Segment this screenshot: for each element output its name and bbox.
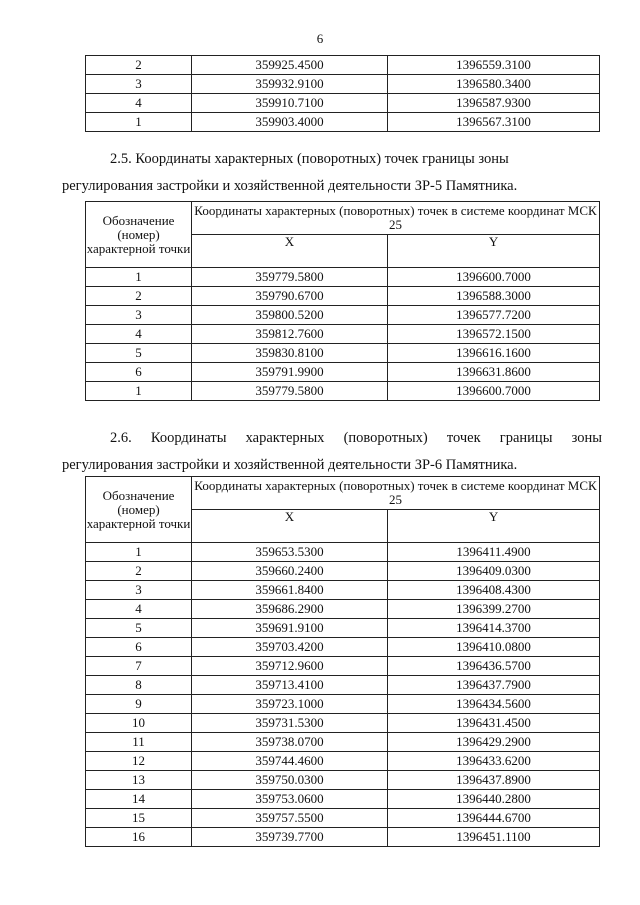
point-number: 12 — [86, 752, 192, 771]
coordinate-y: 1396409.0300 — [388, 562, 600, 581]
table-row — [86, 695, 600, 714]
coordinate-y: 1396451.1100 — [388, 828, 600, 847]
coordinate-y: 1396600.7000 — [388, 268, 600, 287]
coordinates-table-zr6 — [85, 476, 600, 847]
point-number: 6 — [86, 363, 192, 382]
coordinate-x: 359790.6700 — [192, 287, 388, 306]
header-x: X — [192, 235, 388, 268]
point-number: 1 — [86, 113, 192, 132]
point-number: 3 — [86, 306, 192, 325]
table-row — [86, 676, 600, 695]
header-coordinates: Координаты характерных (поворотных) точек в системе координат МСК 25 — [192, 477, 600, 510]
point-number: 1 — [86, 268, 192, 287]
coordinate-x: 359830.8100 — [192, 344, 388, 363]
coordinates-table-continued — [85, 55, 600, 132]
coordinate-y: 1396437.7900 — [388, 676, 600, 695]
coordinate-x: 359903.4000 — [192, 113, 388, 132]
coordinate-x: 359757.5500 — [192, 809, 388, 828]
coordinate-x: 359753.0600 — [192, 790, 388, 809]
point-number: 3 — [86, 75, 192, 94]
coordinate-x: 359691.9100 — [192, 619, 388, 638]
point-number: 1 — [86, 382, 192, 401]
coordinate-y: 1396411.4900 — [388, 543, 600, 562]
point-number: 2 — [86, 56, 192, 75]
coordinates-table-zr5 — [85, 201, 600, 401]
coordinate-x: 359703.4200 — [192, 638, 388, 657]
point-number: 5 — [86, 344, 192, 363]
coordinate-y: 1396431.4500 — [388, 714, 600, 733]
point-number: 3 — [86, 581, 192, 600]
point-number: 6 — [86, 638, 192, 657]
coordinate-x: 359812.7600 — [192, 325, 388, 344]
coordinate-y: 1396433.6200 — [388, 752, 600, 771]
header-y: Y — [388, 510, 600, 543]
header-designation: Обозначение (номер) характерной точки — [86, 202, 192, 268]
point-number: 8 — [86, 676, 192, 695]
table-row — [86, 344, 600, 363]
table-body — [86, 268, 600, 401]
table-row — [86, 94, 600, 113]
point-number: 1 — [86, 543, 192, 562]
point-number: 16 — [86, 828, 192, 847]
table-row — [86, 619, 600, 638]
header-y: Y — [388, 235, 600, 268]
coordinate-x: 359910.7100 — [192, 94, 388, 113]
table-row — [86, 790, 600, 809]
coordinate-y: 1396444.6700 — [388, 809, 600, 828]
table-row — [86, 382, 600, 401]
coordinate-x: 359779.5800 — [192, 382, 388, 401]
coordinate-y: 1396600.7000 — [388, 382, 600, 401]
table-row — [86, 733, 600, 752]
coordinate-x: 359660.2400 — [192, 562, 388, 581]
coordinate-x: 359712.9600 — [192, 657, 388, 676]
header-designation: Обозначение (номер) характерной точки — [86, 477, 192, 543]
table-row — [86, 771, 600, 790]
table-row — [86, 268, 600, 287]
point-number: 4 — [86, 600, 192, 619]
table-row — [86, 287, 600, 306]
coordinate-x: 359686.2900 — [192, 600, 388, 619]
coordinate-y: 1396631.8600 — [388, 363, 600, 382]
heading-line: 2.6. Координаты характерных (поворотных) точек границы зоны — [110, 430, 602, 446]
coordinate-x: 359925.4500 — [192, 56, 388, 75]
table-row — [86, 113, 600, 132]
table-row — [86, 714, 600, 733]
coordinate-x: 359731.5300 — [192, 714, 388, 733]
heading-line: регулирования застройки и хозяйственной деятельности ЗР-6 Памятника. — [62, 457, 518, 473]
heading-line: регулирования застройки и хозяйственной деятельности ЗР-5 Памятника. — [62, 178, 518, 194]
coordinate-y: 1396408.4300 — [388, 581, 600, 600]
coordinate-x: 359661.8400 — [192, 581, 388, 600]
coordinate-x: 359744.4600 — [192, 752, 388, 771]
heading-line: 2.5. Координаты характерных (поворотных) точек границы зоны — [110, 151, 509, 167]
coordinate-x: 359653.5300 — [192, 543, 388, 562]
coordinate-y: 1396616.1600 — [388, 344, 600, 363]
coordinate-y: 1396572.1500 — [388, 325, 600, 344]
coordinate-y: 1396434.5600 — [388, 695, 600, 714]
point-number: 11 — [86, 733, 192, 752]
point-number: 10 — [86, 714, 192, 733]
coordinate-y: 1396588.3000 — [388, 287, 600, 306]
coordinate-x: 359779.5800 — [192, 268, 388, 287]
coordinate-x: 359932.9100 — [192, 75, 388, 94]
coordinate-y: 1396429.2900 — [388, 733, 600, 752]
table-row — [86, 75, 600, 94]
table-row — [86, 543, 600, 562]
table-body — [86, 56, 600, 132]
table-row — [86, 306, 600, 325]
section-2-6-heading — [62, 425, 602, 479]
coordinate-x: 359750.0300 — [192, 771, 388, 790]
table-row — [86, 809, 600, 828]
point-number: 15 — [86, 809, 192, 828]
page-number: 6 — [316, 31, 324, 46]
table-row — [86, 638, 600, 657]
coordinate-x: 359713.4100 — [192, 676, 388, 695]
coordinate-x: 359791.9900 — [192, 363, 388, 382]
table-row — [86, 56, 600, 75]
coordinate-y: 1396399.2700 — [388, 600, 600, 619]
table-row — [86, 581, 600, 600]
table-row — [86, 828, 600, 847]
coordinate-y: 1396580.3400 — [388, 75, 600, 94]
table-body — [86, 543, 600, 847]
table-row — [86, 657, 600, 676]
table-row — [86, 600, 600, 619]
coordinate-y: 1396587.9300 — [388, 94, 600, 113]
table-row — [86, 562, 600, 581]
point-number: 9 — [86, 695, 192, 714]
header-coordinates: Координаты характерных (поворотных) точек в системе координат МСК 25 — [192, 202, 600, 235]
coordinate-y: 1396436.5700 — [388, 657, 600, 676]
coordinate-y: 1396437.8900 — [388, 771, 600, 790]
point-number: 13 — [86, 771, 192, 790]
header-x: X — [192, 510, 388, 543]
coordinate-x: 359800.5200 — [192, 306, 388, 325]
point-number: 5 — [86, 619, 192, 638]
section-2-5-heading — [62, 146, 602, 200]
point-number: 4 — [86, 325, 192, 344]
table-row — [86, 363, 600, 382]
coordinate-y: 1396559.3100 — [388, 56, 600, 75]
coordinate-y: 1396567.3100 — [388, 113, 600, 132]
coordinate-x: 359723.1000 — [192, 695, 388, 714]
point-number: 7 — [86, 657, 192, 676]
table-row — [86, 752, 600, 771]
coordinate-y: 1396577.7200 — [388, 306, 600, 325]
point-number: 2 — [86, 287, 192, 306]
coordinate-y: 1396414.3700 — [388, 619, 600, 638]
table-row — [86, 325, 600, 344]
point-number: 2 — [86, 562, 192, 581]
point-number: 4 — [86, 94, 192, 113]
point-number: 14 — [86, 790, 192, 809]
coordinate-x: 359739.7700 — [192, 828, 388, 847]
coordinate-x: 359738.0700 — [192, 733, 388, 752]
coordinate-y: 1396410.0800 — [388, 638, 600, 657]
coordinate-y: 1396440.2800 — [388, 790, 600, 809]
